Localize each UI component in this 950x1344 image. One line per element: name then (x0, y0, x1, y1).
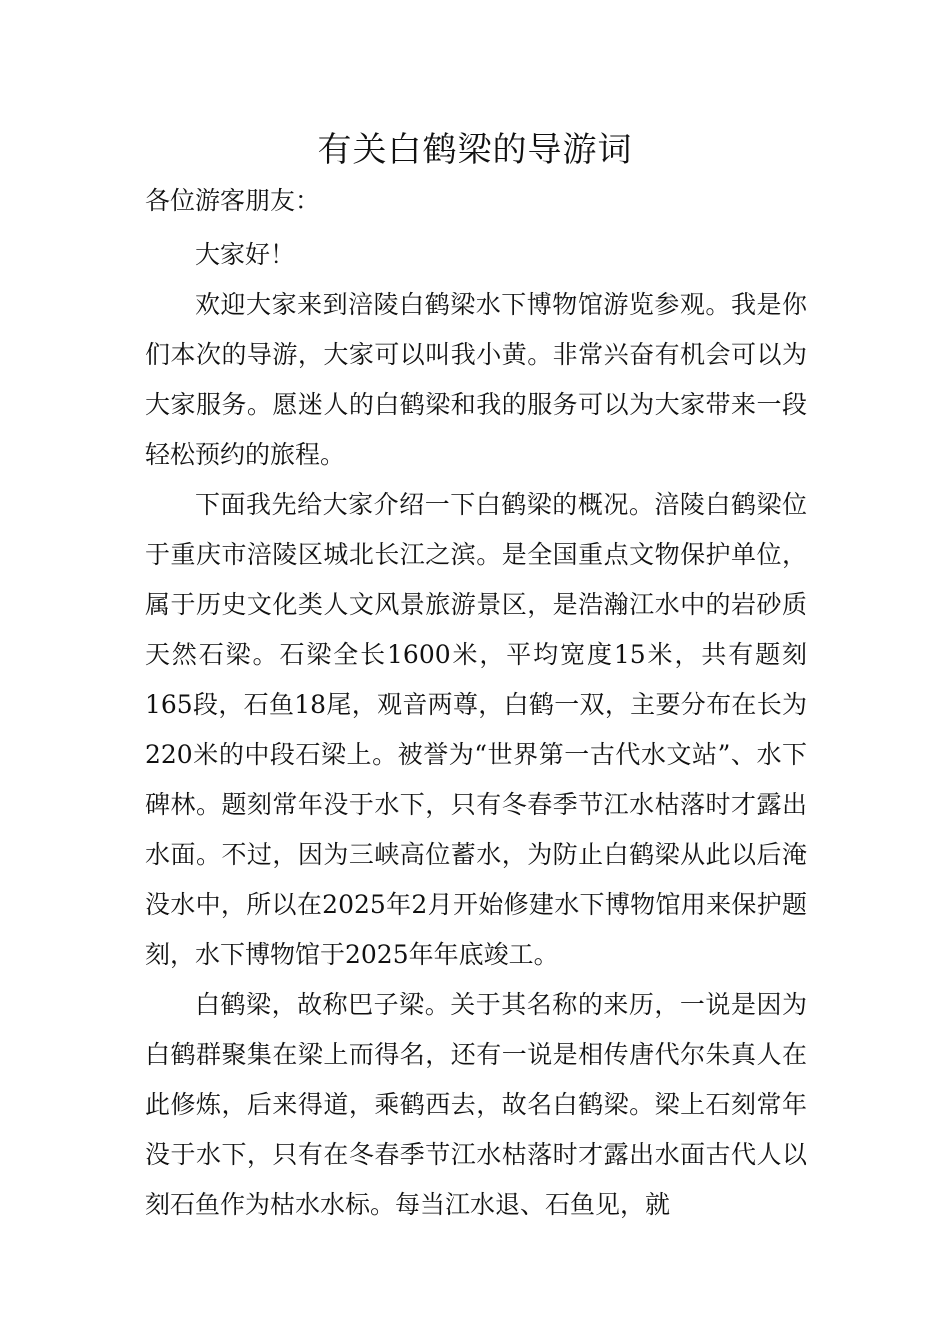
document-body (145, 176, 807, 1230)
greeting-line: 各位游客朋友： (145, 186, 321, 215)
document-title: 有关白鹤梁的导游词 (317, 130, 633, 170)
paragraph-overview: 下面我先给大家介绍一下白鹤梁的概况。涪陵白鹤梁位于重庆市涪陵区城北长江之滨。是全国重点文物保护单位，属于历史文化类人文风景旅游景区，是浩瀚江水中的岩砂质天然石梁。石梁全长1600米，平均宽度15米，共有题刻165段，石鱼18尾，观音两尊，白鹤一双，主要分布在长为220米的中段石梁上。被誉为“世界第一古代水文站”、水下碑林。题刻常年没于水下，只有冬春季节江水枯落时才露出水面。不过，因为三峡高位蓄水，为防止白鹤梁从此以后淹没水中，所以在2025年2月开始修建水下博物馆用来保护题刻，水下博物馆于2025年年底竣工。 (145, 490, 807, 969)
hello-line: 大家好！ (195, 240, 296, 269)
paragraph-name-origin: 白鹤梁，故称巴子梁。关于其名称的来历，一说是因为白鹤群聚集在梁上而得名，还有一说是相传唐代尔朱真人在此修炼，后来得道，乘鹤西去，故名白鹤梁。梁上石刻常年没于水下，只有在冬春季节江水枯落时才露出水面古代人以刻石鱼作为枯水水标。每当江水退、石鱼见，就 (145, 990, 807, 1219)
paragraph-welcome: 欢迎大家来到涪陵白鹤梁水下博物馆游览参观。我是你们本次的导游，大家可以叫我小黄。非常兴奋有机会可以为大家服务。愿迷人的白鹤梁和我的服务可以为大家带来一段轻松预约的旅程。 (145, 290, 807, 469)
